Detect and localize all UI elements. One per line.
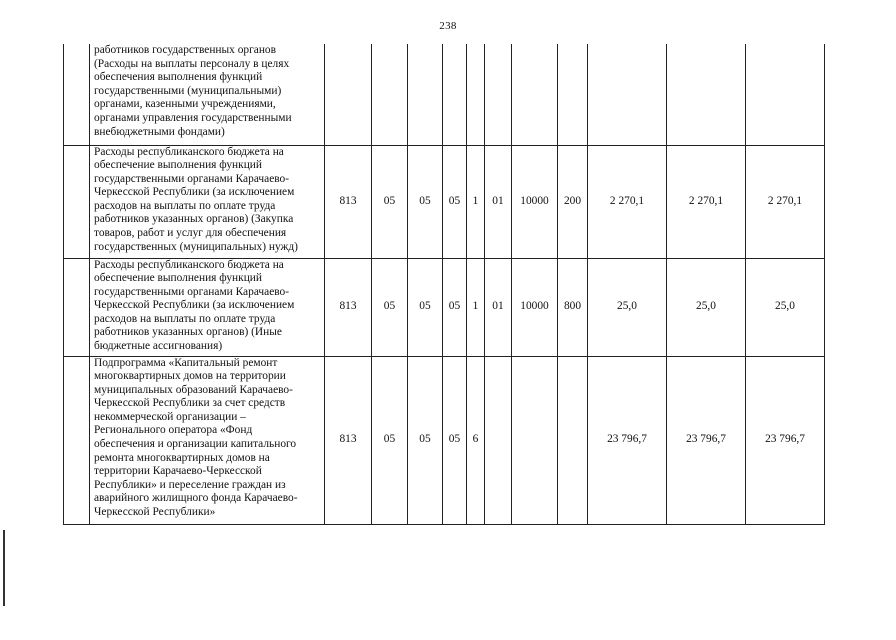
amount-year2-cell: 25,0 [667,258,746,356]
direction-code-cell: 10000 [512,258,558,356]
ministry-code-cell: 813 [325,356,372,524]
event-code-cell: 01 [485,145,512,258]
expense-type-cell: 800 [558,258,588,356]
subsection-code-cell: 05 [408,356,443,524]
table-row [64,356,825,524]
subprogram-code-cell: 6 [467,356,485,524]
amount-year3-cell: 23 796,7 [746,356,825,524]
description-cell: работников государственных органов (Расходы на выплаты персоналу в целях обеспечения выполнения функций государственными (муниципальными) органами, казенными учреждениями, органами управления государственными внебюджетными фондами) [90,44,325,145]
event-code-cell [485,356,512,524]
direction-code-cell: 10000 [512,145,558,258]
direction-code-cell [512,44,558,145]
direction-code-cell [512,356,558,524]
ministry-code-cell [325,44,372,145]
row-number-cell [64,44,90,145]
amount-year3-cell: 2 270,1 [746,145,825,258]
program-code-cell: 05 [443,145,467,258]
subsection-code-cell [408,44,443,145]
subsection-code-cell: 05 [408,258,443,356]
description-cell: Расходы республиканского бюджета на обеспечение выполнения функций государственными органами Карачаево- Черкесской Республики (за исключением расходов на выплаты по оплате труда работников указанных органов) (Иные бюджетные ассигнования) [90,258,325,356]
amount-year1-cell: 2 270,1 [588,145,667,258]
table-row [64,258,825,356]
amount-year3-cell: 25,0 [746,258,825,356]
program-code-cell [443,44,467,145]
budget-table [63,44,825,525]
table-row [64,44,825,145]
ministry-code-cell: 813 [325,258,372,356]
amount-year1-cell [588,44,667,145]
ministry-code-cell: 813 [325,145,372,258]
scan-margin-line [3,530,5,606]
amount-year3-cell [746,44,825,145]
subprogram-code-cell: 1 [467,258,485,356]
amount-year2-cell: 23 796,7 [667,356,746,524]
row-number-cell [64,145,90,258]
description-cell: Подпрограмма «Капитальный ремонт многоквартирных домов на территории муниципальных образований Карачаево- Черкесской Республики за счет средств некоммерческой организации – Регионального оператора «Фонд обеспечения и организации капитального ремонта многоквартирных домов на территории Карачаево-Черкесской Республики» и переселение граждан из аварийного жилищного фонда Карачаево- Черкесской Республики» [90,356,325,524]
subprogram-code-cell [467,44,485,145]
section-code-cell: 05 [372,356,408,524]
event-code-cell [485,44,512,145]
section-code-cell: 05 [372,145,408,258]
program-code-cell: 05 [443,258,467,356]
description-cell: Расходы республиканского бюджета на обеспечение выполнения функций государственными органами Карачаево- Черкесской Республики (за исключением расходов на выплаты по оплате труда работников указанных органов) (Закупка товаров, работ и услуг для обеспечения государственных (муниципальных) нужд) [90,145,325,258]
subprogram-code-cell: 1 [467,145,485,258]
table-row [64,145,825,258]
amount-year2-cell [667,44,746,145]
subsection-code-cell: 05 [408,145,443,258]
section-code-cell: 05 [372,258,408,356]
expense-type-cell [558,356,588,524]
expense-type-cell: 200 [558,145,588,258]
amount-year2-cell: 2 270,1 [667,145,746,258]
row-number-cell [64,258,90,356]
event-code-cell: 01 [485,258,512,356]
program-code-cell: 05 [443,356,467,524]
section-code-cell [372,44,408,145]
amount-year1-cell: 23 796,7 [588,356,667,524]
amount-year1-cell: 25,0 [588,258,667,356]
row-number-cell [64,356,90,524]
expense-type-cell [558,44,588,145]
page-number: 238 [439,20,457,32]
